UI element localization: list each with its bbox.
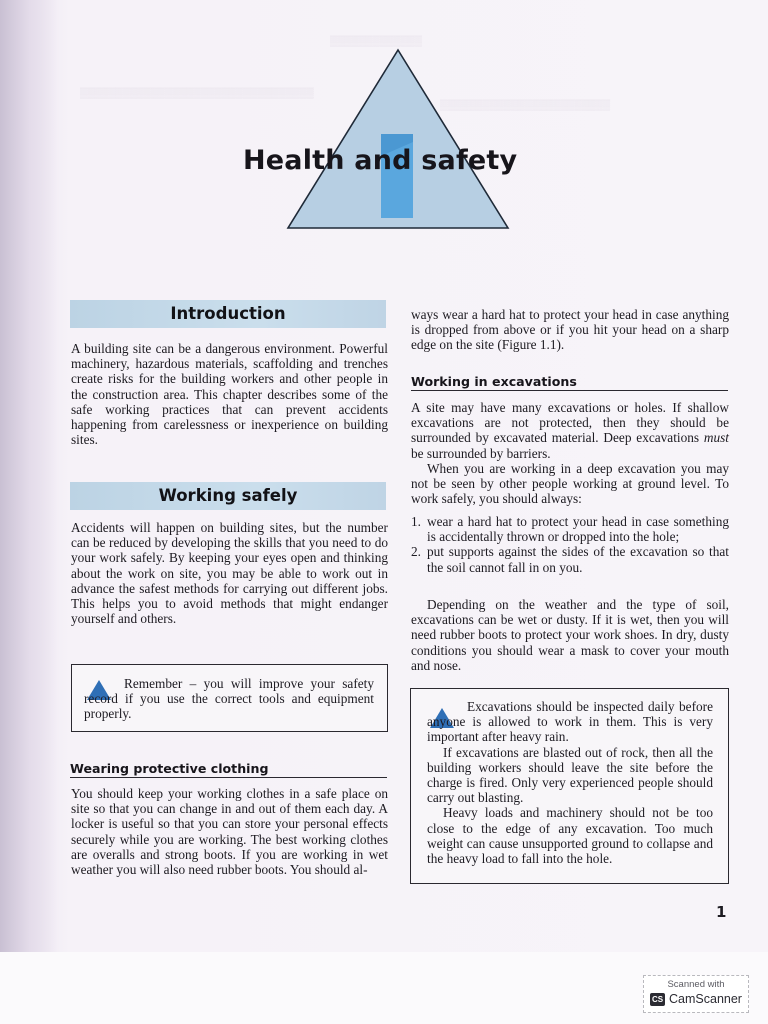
list-item [411, 544, 729, 574]
excavation-note-paragraph-3: Heavy loads and machinery should not be too close to the edge of any excavation. Too much weight can cause unsupported ground to collapse and the heavy load to fall into the hole. [427, 805, 713, 867]
excavation-note-box [410, 688, 729, 884]
emphasis-must: must [703, 430, 729, 446]
list-item [411, 514, 729, 544]
subheading-excavations: Working in excavations [411, 374, 728, 391]
bleed-through-mark: ▒▒▒▒▒▒▒▒▒▒▒▒▒▒▒▒▒▒▒▒▒▒▒▒ [440, 100, 611, 111]
excavation-note-text [427, 699, 713, 866]
introduction-text [71, 341, 388, 447]
excavations-paragraph-3: Depending on the weather and the type of soil, excavations can be wet or dusty. If it is wet, then you will need rubber boots to protect your work shoes. In dry, dusty conditions you should wear a mask to cover your mouth and nose. [411, 597, 729, 673]
bleed-through-mark: ▒▒▒▒▒▒▒▒▒▒▒▒▒▒▒▒▒▒▒▒▒▒▒▒▒▒▒▒▒▒▒▒▒ [80, 88, 314, 99]
scanner-brand: CamScanner [669, 992, 742, 1006]
scanner-brand-row [644, 992, 748, 1006]
working-safely-paragraph: Accidents will happen on building sites, but the number can be reduced by developing the skills that you need to do your work safely. By keeping your eyes open and thinking about the work on site, you may be able to work out in advance the safest methods for carrying out different jobs. This helps you to avoid methods that might endanger yourself and others. [71, 520, 388, 627]
excavation-steps-list [411, 514, 729, 575]
excavation-note-paragraph-2: If excavations are blasted out of rock, then all the building workers should leave the site before the charge is fired. Only very experienced people should carry out blasting. [427, 744, 713, 806]
introduction-paragraph: A building site can be a dangerous environment. Powerful machinery, hazardous materials, scaffolding and trenches create risks for the building workers and other people in the construction area. This chapter describes some of the safe working practices that can prevent accidents happening from carelessness or inexperience on building sites. [71, 341, 388, 448]
excavations-text [411, 400, 729, 506]
camscanner-logo-icon: CS [651, 994, 664, 1004]
excavations-paragraph-1-end: be surrounded by barriers. [411, 445, 551, 461]
chapter-title: Health and safety [243, 145, 518, 176]
bleed-through-mark: ▒▒▒▒▒▒▒▒▒▒▒▒▒ [330, 36, 423, 47]
list-item-number: 1. [411, 514, 421, 529]
excavations-paragraph-2: When you are working in a deep excavation you may not be seen by other people working at ground level. To work safely, you should always: [411, 460, 729, 507]
scanner-watermark [643, 975, 749, 1013]
protective-clothing-paragraph: You should keep your working clothes in a safe place on site so that you can change in and out of them each day. A locker is useful so that you can store your personal effects securely while you are working. The best working clothes are overalls and strong boots. If you are working in wet weather you will also need rubber boots. You should al- [71, 786, 388, 878]
remember-note-box [71, 664, 388, 732]
subheading-protective-clothing: Wearing protective clothing [70, 761, 387, 778]
excavations-paragraph-1-start: A site may have many excavations or holes. If shallow excavations are not protected, then they should be surrounded by excavated material. Deep excavations [411, 400, 729, 446]
chapter-triangle-icon [286, 48, 510, 230]
list-item-number: 2. [411, 544, 421, 560]
protective-clothing-continued-paragraph: ways wear a hard hat to protect your head in case anything is dropped from above or if you hit your head on a sharp edge on the site (Figure 1.1). [411, 307, 729, 353]
protective-clothing-continued [411, 307, 729, 353]
scanner-caption: Scanned with [667, 979, 725, 990]
excavations-paragraph-1 [411, 400, 729, 461]
working-safely-text [71, 520, 388, 626]
section-heading-working-safely: Working safely [70, 482, 386, 510]
remember-note-text: Remember – you will improve your safety record if you use the correct tools and equipment properly. [84, 676, 374, 722]
protective-clothing-text [71, 786, 388, 877]
page-spine-shadow [0, 0, 58, 952]
list-item-text: wear a hard hat to protect your head in case something is accidentally thrown or dropped into the hole; [427, 514, 729, 545]
excavation-note-paragraph-1: Excavations should be inspected daily before anyone is allowed to work in them. This is very important after heavy rain. [427, 699, 713, 745]
excavations-conditions-text [411, 597, 729, 673]
section-heading-introduction: Introduction [70, 300, 386, 328]
list-item-text: put supports against the sides of the excavation so that the soil cannot fall in on you. [427, 544, 729, 575]
page-number: 1 [716, 903, 727, 921]
